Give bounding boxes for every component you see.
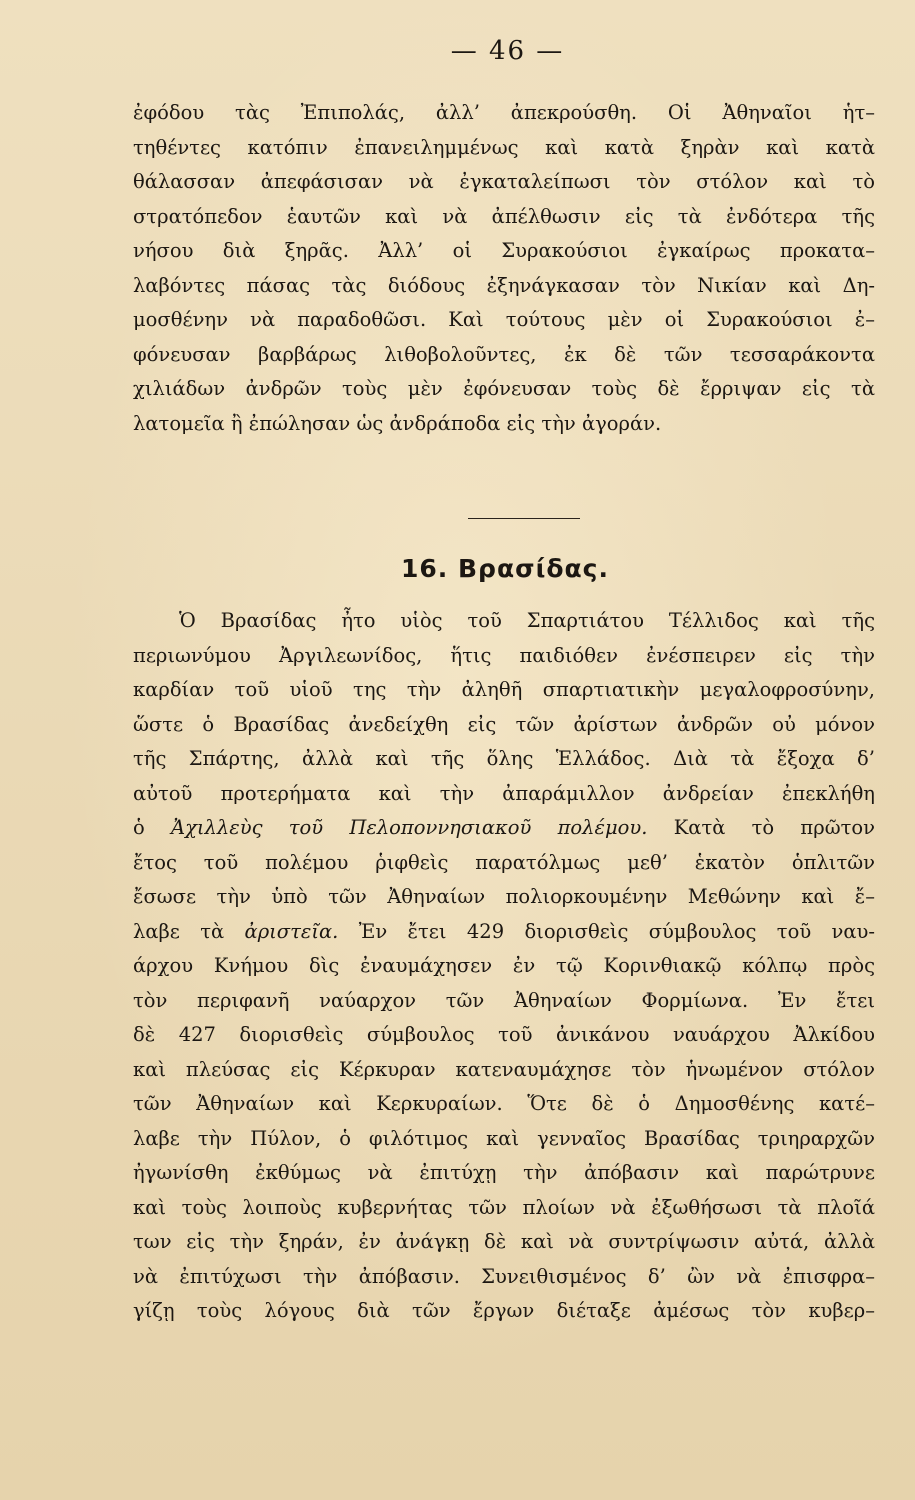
text-line: λατομεῖα ἢ ἐπώλησαν ὡς ἀνδράποδα εἰς τὴν ἀγοράν.: [133, 411, 662, 435]
text-line-achilleus: [133, 811, 875, 846]
text-line: λαβόντες πάσας τὰς διόδους ἐξηνάγκασαν τὸν Νικίαν καὶ Δη-: [133, 273, 875, 297]
text-line: ἔτος τοῦ πολέμου ῥιφθεὶς παρατόλμως μεθ’ ἑκατὸν ὁπλιτῶν: [133, 850, 875, 874]
text-line: τηθέντες κατόπιν ἐπανειλημμένως καὶ κατὰ ξηρὰν καὶ κατὰ: [133, 135, 875, 159]
text-line: ἔσωσε τὴν ὑπὸ τῶν Ἀθηναίων πολιορκουμένην Μεθώνην καὶ ἔ–: [133, 885, 875, 908]
text-line: καὶ πλεύσας εἰς Κέρκυραν κατεναυμάχησε τὸν ἡνωμένον στόλον: [133, 1057, 875, 1081]
text-line: άρχου Κνήμου δὶς ἐναυμάχησεν ἐν τῷ Κορινθιακῷ κόλπῳ πρὸς: [133, 954, 875, 977]
text-line-aristeia: [133, 915, 875, 950]
text-line: νὰ ἐπιτύχωσι τὴν ἀπόβασιν. Συνειθισμένος δ’ ὢν νὰ ἐπισφρα–: [133, 1264, 875, 1288]
text-line: καὶ τοὺς λοιποὺς κυβερνήτας τῶν πλοίων νὰ ἐξωθήσωσι τὰ πλοῖά: [133, 1195, 875, 1219]
text-run: Ἐν ἔτει 429 διορισθεὶς σύμβουλος τοῦ ναυ-: [338, 919, 875, 943]
text-line: τὸν περιφανῆ ναύαρχον τῶν Ἀθηναίων Φορμίωνα. Ἐν ἔτει: [133, 988, 875, 1012]
text-line: αὐτοῦ προτερήματα καὶ τὴν ἀπαράμιλλον ἀνδρείαν ἐπεκλήθη: [133, 781, 875, 805]
text-line: ὥστε ὁ Βρασίδας ἀνεδείχθη εἰς τῶν ἀρίστων ἀνδρῶν οὐ μόνον: [133, 712, 875, 736]
paragraph-siege-end: [133, 96, 875, 441]
text-line: ἠγωνίσθη ἐκθύμως νὰ ἐπιτύχῃ τὴν ἀπόβασιν καὶ παρώτρυνε: [133, 1161, 875, 1184]
text-line: φόνευσαν βαρβάρως λιθοβολοῦντες, ἐκ δὲ τῶν τεσσαράκοντα: [133, 342, 875, 366]
text-line: των εἰς τὴν ξηράν, ἐν ἀνάγκῃ δὲ καὶ νὰ συντρίψωσιν αὐτά, ἀλλὰ: [133, 1230, 875, 1253]
text-run: Κατὰ τὸ πρῶτον: [647, 816, 875, 839]
text-line: γίζῃ τοὺς λόγους διὰ τῶν ἔργων διέταξε ἀμέσως τὸν κυβερ–: [133, 1299, 875, 1322]
text-line: ἐφόδου τὰς Ἐπιπολάς, ἀλλ’ ἀπεκρούσθη. Οἱ Ἀθηναῖοι ἡτ–: [133, 101, 875, 124]
section-divider: [468, 518, 580, 519]
text-line: στρατόπεδον ἑαυτῶν καὶ νὰ ἀπέλθωσιν εἰς τὰ ἐνδότερα τῆς: [133, 204, 875, 228]
text-line: τῆς Σπάρτης, ἀλλὰ καὶ τῆς ὅλης Ἑλλάδος. Διὰ τὰ ἔξοχα δ’: [133, 747, 875, 770]
text-line: περιωνύμου Ἀργιλεωνίδος, ἥτις παιδιόθεν ἐνέσπειρεν εἰς τὴν: [133, 643, 875, 667]
text-run: ὁ: [133, 816, 171, 839]
italic-term: ἀριστεῖα.: [244, 919, 339, 943]
text-line: χιλιάδων ἀνδρῶν τοὺς μὲν ἐφόνευσαν τοὺς δὲ ἔρριψαν εἰς τὰ: [133, 377, 875, 400]
text-line: δὲ 427 διορισθεὶς σύμβουλος τοῦ ἀνικάνου ναυάρχου Ἀλκίδου: [133, 1023, 875, 1046]
text-line: μοσθένην νὰ παραδοθῶσι. Καὶ τούτους μὲν οἱ Συρακούσιοι ἐ–: [133, 308, 875, 331]
text-line: θάλασσαν ἀπεφάσισαν νὰ ἐγκαταλείπωσι τὸν στόλον καὶ τὸ: [133, 170, 875, 193]
text-line: λαβε τὴν Πύλον, ὁ φιλότιμος καὶ γενναῖος Βρασίδας τριηραρχῶν: [133, 1126, 875, 1150]
text-line: νήσου διὰ ξηρᾶς. Ἀλλ’ οἱ Συρακούσιοι ἐγκαίρως προκατα–: [133, 239, 875, 262]
text-run: λαβε τὰ: [133, 919, 245, 943]
page-number: — 46 —: [450, 36, 565, 66]
section-heading: 16. Βρασίδας.: [401, 554, 609, 583]
paragraph-brasidas: [133, 604, 875, 1329]
text-line: τῶν Ἀθηναίων καὶ Κερκυραίων. Ὅτε δὲ ὁ Δημοσθένης κατέ–: [133, 1092, 875, 1115]
italic-epithet: Ἀχιλλεὺς τοῦ Πελοποννησιακοῦ πολέμου.: [170, 816, 648, 839]
text-line: καρδίαν τοῦ υἱοῦ της τὴν ἀληθῆ σπαρτιατικὴν μεγαλοφροσύνην,: [133, 678, 875, 701]
text-line: Ὁ Βρασίδας ἦτο υἱὸς τοῦ Σπαρτιάτου Τέλλιδος καὶ τῆς: [179, 609, 875, 632]
